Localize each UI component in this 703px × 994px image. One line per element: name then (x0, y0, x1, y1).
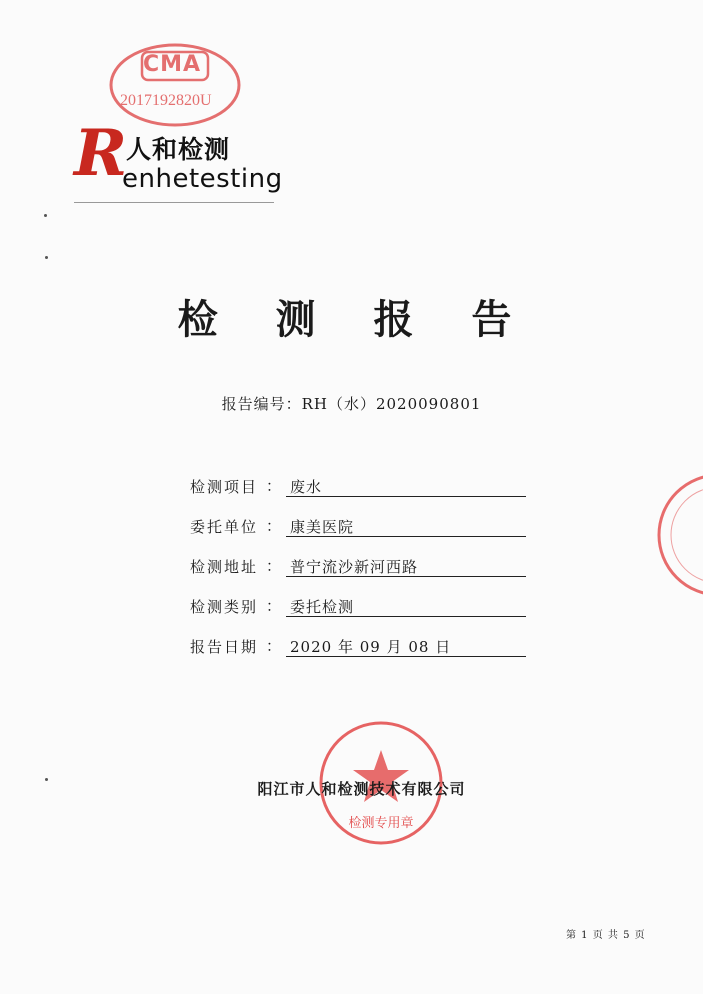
margin-mark (45, 256, 48, 259)
cma-seal (108, 42, 242, 128)
field-value: 委托检测 (290, 598, 355, 616)
logo-initial: R (74, 116, 128, 191)
field-underline (286, 616, 526, 617)
company-logo (74, 116, 294, 202)
stamp-label: 检测专用章 (348, 816, 414, 831)
field-colon: ： (266, 557, 282, 575)
field-value: 废水 (290, 478, 323, 496)
field-colon: ： (266, 637, 282, 655)
field-label: 检测项目 (190, 478, 259, 496)
side-stamp (655, 470, 703, 600)
logo-english: enhetesting (122, 164, 283, 194)
field-value: 康美医院 (290, 518, 355, 536)
field-label: 委托单位 (190, 518, 259, 536)
page-footer: 第 1 页 共 5 页 (566, 930, 646, 941)
field-colon: ： (266, 597, 282, 615)
field-underline (286, 576, 526, 577)
cma-number: 2017192820U (120, 92, 212, 109)
field-report-date (190, 632, 540, 672)
side-stamp-outline (655, 470, 703, 600)
field-label: 检测类别 (190, 598, 259, 616)
company-name: 阳江市人和检测技术有限公司 (257, 780, 466, 798)
field-address (190, 552, 540, 592)
margin-mark (44, 214, 47, 217)
field-label: 报告日期 (190, 638, 259, 656)
report-number: 报告编号：RH（水）2020090801 (221, 395, 482, 413)
field-underline (286, 536, 526, 537)
field-test-item (190, 472, 540, 512)
logo-chinese: 人和检测 (126, 135, 231, 164)
field-underline (286, 656, 526, 657)
field-value: 普宁流沙新河西路 (290, 558, 419, 576)
field-client (190, 512, 540, 552)
document-title: 检 测 报 告 (177, 296, 534, 343)
field-value: 2020 年 09 月 08 日 (290, 638, 452, 656)
field-underline (286, 496, 526, 497)
field-label: 检测地址 (190, 558, 259, 576)
cma-mark: CMA (143, 52, 202, 77)
report-fields (190, 472, 540, 672)
field-colon: ： (266, 477, 282, 495)
field-colon: ： (266, 517, 282, 535)
logo-divider (74, 202, 274, 203)
field-category (190, 592, 540, 632)
